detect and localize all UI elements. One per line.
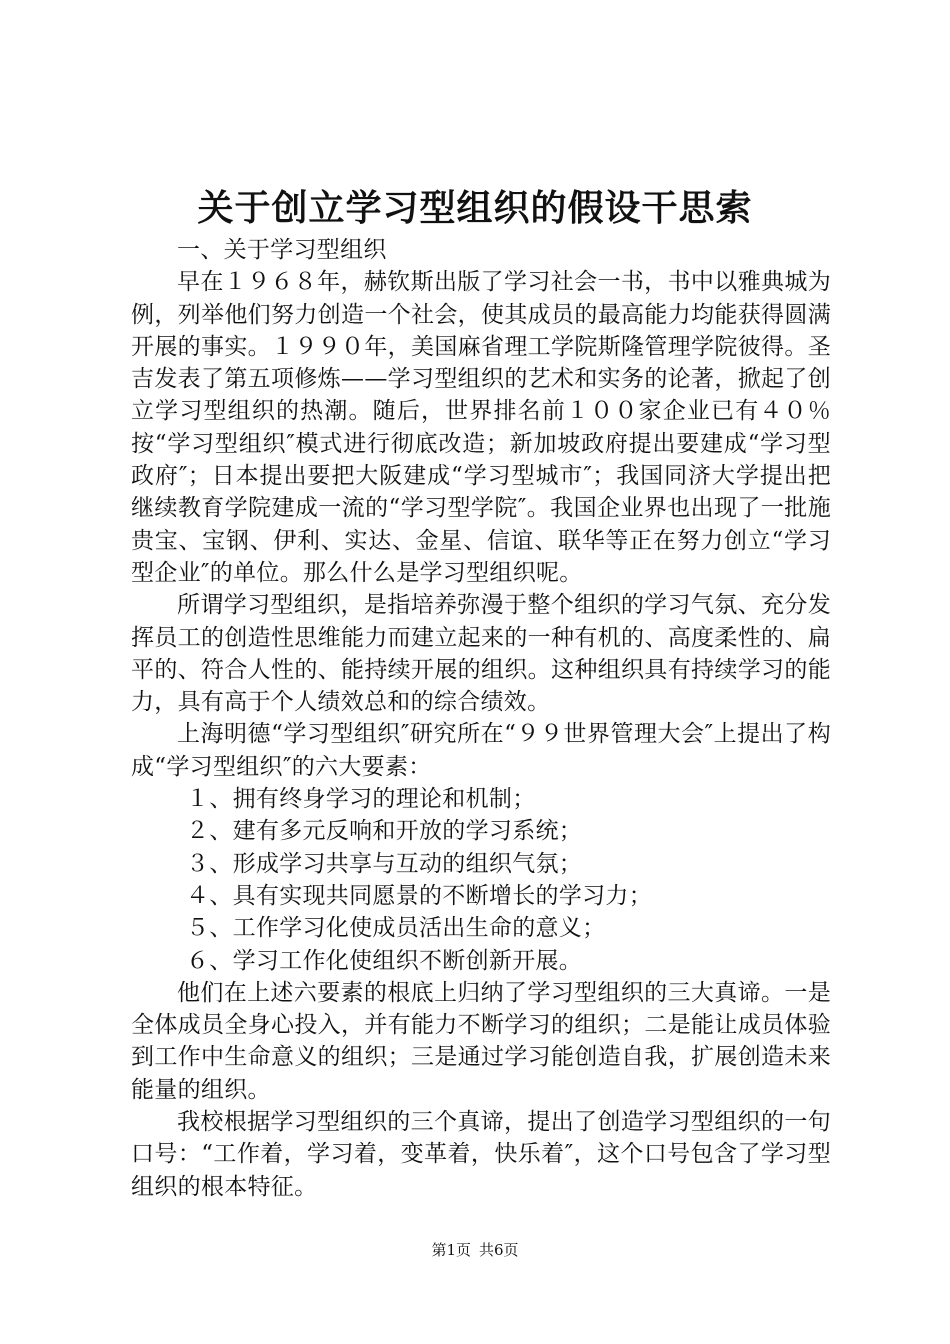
element-item-6: ６、学习工作化使组织不断创新开展。 bbox=[186, 947, 583, 974]
element-item-4: ４、具有实现共同愿景的不断增长的学习力； bbox=[186, 882, 652, 909]
paragraph-three-truths: 他们在上述六要素的根底上归纳了学习型组织的三大真谛。一是全体成员全身心投入，并有能力不断学习的组织；二是能让成员体验到工作中生命意义的组织；三是通过学习能创造自我，扩展创造未来能量的组织。 bbox=[131, 979, 831, 1103]
paragraph-definition: 所谓学习型组织，是指培养弥漫于整个组织的学习气氛、充分发挥员工的创造性思维能力而建立起来的一种有机的、高度柔性的、扁平的、符合人性的、能持续开展的组织。这种组织具有持续学习的能力，具有高于个人绩效总和的综合绩效。 bbox=[131, 592, 831, 716]
paragraph-history: 早在１９６８年，赫钦斯出版了学习社会一书，书中以雅典城为例，列举他们努力创造一个社会，使其成员的最高能力均能获得圆满开展的事实。１９９０年，美国麻省理工学院斯隆管理学院彼得。圣吉发表了第五项修炼——学习型组织的艺术和实务的论著，掀起了创立学习型组织的热潮。随后，世界排名前１００家企业已有４０％按“学习型组织″模式进行彻底改造；新加坡政府提出要建成“学习型政府″；日本提出要把大阪建成“学习型城市″；我国同济大学提出把继续教育学院建成一流的“学习型学院″。我国企业界也出现了一批施贵宝、宝钢、伊利、实达、金星、信谊、联华等正在努力创立“学习型企业″的单位。那么什么是学习型组织呢。 bbox=[131, 269, 831, 586]
element-item-1: １、拥有终身学习的理论和机制； bbox=[186, 786, 536, 813]
section-heading: 一、关于学习型组织 bbox=[177, 237, 387, 263]
page-number: 第1页 bbox=[431, 1241, 471, 1259]
total-pages: 共6页 bbox=[479, 1241, 519, 1259]
paragraph-school-slogan: 我校根据学习型组织的三个真谛，提出了创造学习型组织的一句口号：“工作着，学习着，变革着，快乐着″，这个口号包含了学习型组织的根本特征。 bbox=[131, 1109, 831, 1200]
document-body bbox=[131, 234, 831, 1203]
element-item-3: ３、形成学习共享与互动的组织气氛； bbox=[186, 850, 583, 877]
element-item-2: ２、建有多元反响和开放的学习系统； bbox=[186, 818, 583, 845]
page-footer bbox=[0, 1240, 950, 1260]
document-title: 关于创立学习型组织的假设干思索 bbox=[197, 188, 753, 229]
paragraph-six-elements-intro: 上海明德“学习型组织″研究所在“９９世界管理大会″上提出了构成“学习型组织″的六大要素： bbox=[131, 721, 831, 780]
element-item-5: ５、工作学习化使成员活出生命的意义； bbox=[186, 915, 606, 942]
